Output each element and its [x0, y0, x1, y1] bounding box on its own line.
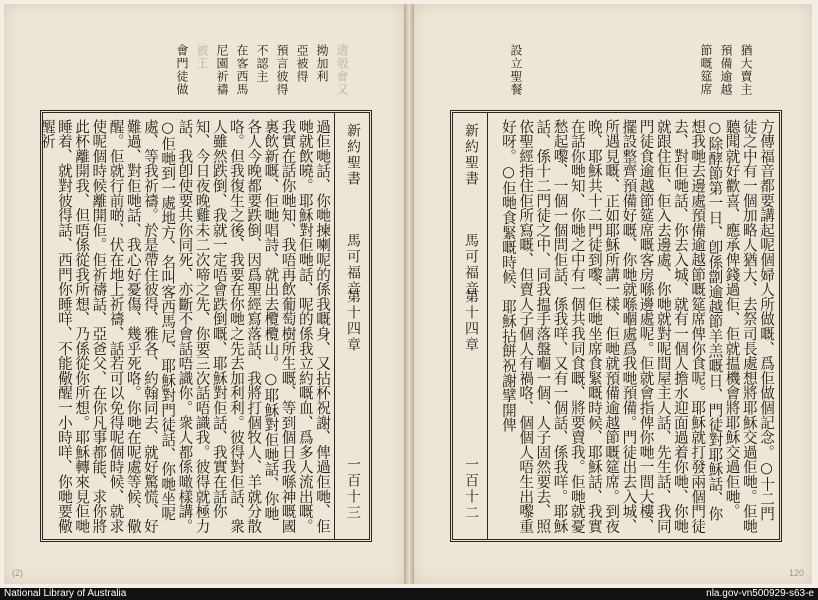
book-title: 新約聖書 [463, 123, 479, 187]
book-gutter [404, 4, 414, 584]
gospel-title: 馬可福音 [345, 233, 361, 297]
margin-note: 不認主 [255, 44, 269, 83]
scan-footer [0, 588, 818, 600]
margin-note: 拗加利 [315, 44, 329, 83]
library-credit: National Library of Australia [4, 588, 127, 599]
margin-note: 被王 [195, 44, 209, 70]
margin-note: 猶大賣主 [739, 44, 753, 96]
margin-note: 在客西馬 [235, 44, 249, 96]
margin-note: 適彀會又 [335, 44, 349, 96]
gospel-title: 馬可福音 [463, 233, 479, 297]
page-number: 一百十二 [463, 457, 479, 521]
pencil-mark: (2) [12, 568, 23, 578]
left-text-frame [40, 110, 372, 542]
right-margin-notes [510, 44, 752, 106]
margin-note: 預備逾越 [719, 44, 733, 96]
left-page [4, 4, 404, 584]
margin-note: 尼園祈禱 [215, 44, 229, 96]
page-number: 一百十三 [345, 457, 361, 521]
right-body-text: 方傳福音都要講起呢個婦人所做嘅、爲佢做個記念。○十二門徒之中有一個加略人猶大、去祭司長處想將耶穌交過佢哋。佢哋聽聞就好歡喜、應承俾錢過佢、佢就揾機會將耶穌交過佢哋。○除酵節第一日、卽係劏逾越節羊羔嘅日、門徒對耶穌話、你想我哋去邊處預備逾越節嘅筵席俾你食呢。耶穌就打發兩個門徒去、對佢哋話、你去入城、就有一個人擔水迎面過着你哋、你哋就跟住佢、佢入去邊處、你哋就對呢間屋主人話、先生話、我同門徒食逾越節筵席嘅客房喺邊處呢。佢就會指俾你哋一間大樓、擺設整齊預備好嘅、你哋就喺嗰處爲我哋預備。門徒出去入城、所遇見嘅、正如耶穌所講一樣、佢哋就預備逾越節嘅筵席。到夜晚、耶穌共十二門徒到嚟、佢哋坐席食緊嘅時候、耶穌話、我實在話你哋知、你哋之中有一個共我同食嘅、將要賣我。佢哋就憂愁起嚟、一個一個問佢話、係我咩、又有一個話、係我咩。耶穌話、係十二門徒之中、同我揾手落盤嗰一個、人子固然要去、照依聖經指住佢所寫嘅、但賣人子個人有禍咯、個個人唔生出嚟重好呀。○佢哋食緊嘅時候、耶穌拈餅祝謝擘開俾 [499, 119, 775, 534]
margin-note: 會門徒做 [175, 44, 189, 96]
chapter-label: 第十四章 [345, 289, 361, 353]
pencil-mark: 120 [788, 568, 804, 578]
book-title: 新約聖書 [345, 123, 361, 187]
right-text-frame [450, 110, 782, 542]
left-margin-notes [176, 44, 348, 106]
margin-note: 設立聖餐 [509, 44, 523, 96]
scan-identifier: nla.gov-vn500929-s63-e [706, 588, 814, 599]
margin-note: 預言彼得 [275, 44, 289, 96]
chapter-label: 第十四章 [463, 289, 479, 353]
left-body-text: 過佢哋話、你哋揀喇呢的係我嘅身、又拈杯祝謝、俾過佢哋、佢哋就飲曉。耶穌對佢哋話、呢的係我立約嘅血、爲多人流出嘅。我實在話你哋知、我唔再飲葡萄樹所生嘅、等到個日我喺神嘅國裏飲新嘅、佢哋唱詩、就出去欖欖山。○耶穌對佢哋話、你哋各人今晚都要跌倒、因爲聖經寫落話、我將打個牧人、羊就分散咯。但我復生之後、我要在你哋之先去加利利。彼得對佢話、衆人雖然跌倒、我就一定唔會跌倒嘅、耶穌對佢話、我實在話你知、今日夜晚雞未二次啼之先、你要三次話唔識我。彼得就極力話、我卽使要共你同死、亦斷不會話唔識你。衆人都係噉樣講。○佢哋到一處地方、名叫客西馬尼、耶穌對門徒話、你哋坐呢處、等我祈禱。於是帶住彼得、雅各、約翰同去、就好驚慌、好難過、對佢哋話、我心好憂傷、幾乎死咯。你哋在呢處等候、儆醒。佢就行前啲、伏在地上祈禱、話若可以免得呢個時候、就求使呢個時候離開佢。佢祈禱話、亞爸父、在你凡事都能、求你將此杯離開我、但唔係從我所想、乃係從你所想。耶穌轉來見佢哋睡着、就對彼得話、西門你睡咩、不能儆醒一小時咩、你哋要儆醒祈 [38, 119, 331, 534]
right-running-head [453, 113, 488, 539]
right-page [414, 4, 812, 584]
left-running-head [334, 113, 369, 539]
margin-note: 節嘅筵席 [699, 44, 713, 96]
margin-note: 亞被得 [295, 44, 309, 83]
book-spread [4, 4, 812, 584]
